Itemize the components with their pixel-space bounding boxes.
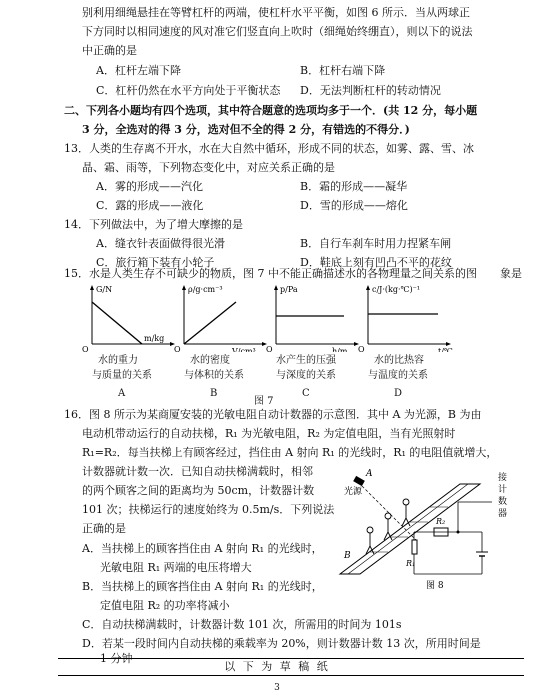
- q16-option-b-line-2: 定值电阻 R₂ 的功率将减小: [100, 599, 230, 612]
- q16-line-1: 16．图 8 所示为某商厦安装的光敏电阻自动计数器的示意图．其中 A 为光源，B 为由: [64, 408, 482, 421]
- graph-c-caption-2: 与深度的关系: [276, 370, 336, 381]
- figure-8-caption: 图 8: [426, 581, 444, 590]
- graph-d-svg: [358, 282, 468, 352]
- q13-option-b: B．霜的形成——凝华: [300, 180, 408, 193]
- figure-8-svg: [330, 466, 526, 590]
- r2-label: R₂: [436, 517, 446, 526]
- graph-d: [358, 282, 468, 352]
- intro-option-d: D．无法判断杠杆的转动情况: [300, 84, 441, 97]
- intro-option-a: A．杠杆左端下降: [96, 64, 181, 77]
- svg-text:O: O: [82, 345, 89, 352]
- q14-option-c: C．旅行箱下装有小轮子: [96, 256, 215, 269]
- graph-b-line: [184, 302, 236, 344]
- q16-line-4: 计数器就计数一次．已知自动扶梯满载时，相邻: [82, 465, 313, 478]
- q14-line-1: 14．下列做法中，为了增大摩擦的是: [64, 218, 243, 231]
- q13-option-c: C．露的形成——液化: [96, 199, 204, 212]
- svg-text:O: O: [174, 345, 181, 352]
- q16-line-2: 电动机带动运行的自动扶梯，R₁ 为光敏电阻，R₂ 为定值电阻，当有光照射时: [82, 427, 456, 440]
- graph-b-ylabel: ρ/g·cm⁻³: [188, 285, 223, 294]
- graph-b-svg: [174, 282, 268, 352]
- graph-c-ylabel: p/Pa: [280, 285, 298, 294]
- q13-line-1: 13．人类的生存离不开水，水在大自然中循环，形成不同的状态，如雾、露、雪、冰: [64, 142, 474, 155]
- graph-c: [266, 282, 360, 352]
- q16-line-6: 101 次；扶梯运行的速度始终为 0.5m/s．下列说法: [82, 503, 335, 516]
- q16-option-b-line-1: B．当扶梯上的顾客挡住由 A 射向 R₁ 的光线时，: [82, 580, 323, 593]
- counter-label-2: 计: [498, 485, 508, 495]
- intro-line-1: 别利用细绳悬挂在等臂杠杆的两端，使杠杆水平平衡，如图 6 所示．当从两球正: [82, 6, 470, 19]
- graph-c-letter: C: [302, 388, 310, 399]
- graph-c-xlabel: h/m: [332, 347, 348, 352]
- graph-b-caption-2: 与体积的关系: [184, 370, 244, 381]
- label-b: B: [344, 551, 351, 561]
- graph-d-ylabel: c/J·(kg·℃)⁻¹: [372, 285, 421, 294]
- footer-rule-bottom: [58, 675, 524, 676]
- page-number: 3: [274, 683, 280, 693]
- label-a: A: [366, 469, 373, 479]
- q16-line-7: 正确的是: [82, 522, 126, 535]
- section2-line-1: 二、下列各小题均有四个选项，其中符合题意的选项均多于一个．(共 12 分，每小题: [64, 104, 478, 117]
- counter-label-1: 接: [498, 473, 508, 483]
- figure-8: [330, 466, 526, 590]
- graph-b-caption-1: 水的密度: [190, 355, 230, 366]
- draft-label: 以 下 为 草 稿 纸: [224, 660, 330, 673]
- q15-line-2: 象是: [500, 267, 522, 280]
- counter-label-3: 数: [498, 497, 508, 507]
- graph-b: [174, 282, 268, 352]
- q16-line-5: 的两个顾客之间的距离均为 50cm，计数器计数: [82, 484, 315, 497]
- q16-option-a-line-1: A．当扶梯上的顾客挡住由 A 射向 R₁ 的光线时，: [82, 542, 323, 555]
- q16-line-3: R₁=R₂．每当扶梯上有顾客经过，挡住由 A 射向 R₁ 的光线时，R₁ 的电阻值就增大，: [82, 446, 498, 459]
- q16-option-d-line-1: D．若某一段时间内自动扶梯的乘载率为 20%，则计数器计数 13 次，所用时间是: [82, 637, 481, 650]
- light-source-icon: [353, 476, 365, 486]
- r1-resistor: [412, 540, 417, 554]
- graph-c-caption-1: 水产生的压强: [276, 355, 336, 366]
- q14-option-d: D．鞋底上刻有凹凸不平的花纹: [300, 256, 452, 269]
- footer-rule-top: [58, 658, 524, 659]
- svg-text:O: O: [358, 345, 365, 352]
- graph-a-ylabel: G/N: [96, 285, 113, 294]
- graph-a: [82, 282, 176, 352]
- graph-a-svg: [82, 282, 176, 352]
- graph-d-letter: D: [394, 388, 403, 399]
- graph-c-svg: [266, 282, 360, 352]
- graph-a-letter: A: [118, 388, 126, 399]
- q16-option-d-line-2: 1 分钟: [100, 652, 133, 665]
- intro-line-2: 下方同时以相同速度的风对准它们竖直向上吹时（细绳始终绷直），则以下的说法: [82, 25, 473, 38]
- light-source-label: 光源: [344, 487, 363, 497]
- q13-line-2: 晶、霜、雨等，下列物态变化中，对应关系正确的是: [82, 161, 335, 174]
- q13-option-a: A．雾的形成——汽化: [96, 180, 203, 193]
- q15-line-1: 15．水是人类生存不可缺少的物质，图 7 中不能正确描述水的各物理量之间关系的图: [64, 267, 477, 280]
- graph-d-xlabel: t/℃: [438, 347, 453, 352]
- intro-option-c: C．杠杆仍然在水平方向处于平衡状态: [96, 84, 281, 97]
- graph-a-caption-2: 与质量的关系: [92, 370, 152, 381]
- figure-7-caption: 图 7: [254, 396, 274, 407]
- r1-label: R₁: [406, 559, 416, 568]
- q13-option-d: D．雪的形成——熔化: [300, 199, 408, 212]
- section2-line-2: 3 分，全选对的得 3 分，选对但不全的得 2 分，有错选的不得分．): [82, 123, 410, 136]
- q16-option-c: C．自动扶梯满载时，计数器计数 101 次，所需用的时间为 101s: [82, 618, 402, 631]
- q14-option-a: A．缝衣针表面做得很光滑: [96, 237, 225, 250]
- graph-b-xlabel: V/cm³: [232, 347, 256, 352]
- intro-line-3: 中正确的是: [82, 44, 137, 57]
- graph-a-line: [92, 302, 142, 344]
- counter-label-4: 器: [498, 509, 508, 519]
- graph-a-xlabel: m/kg: [144, 334, 165, 343]
- svg-text:O: O: [266, 345, 273, 352]
- graph-b-letter: B: [210, 388, 218, 399]
- graph-a-caption-1: 水的重力: [98, 355, 138, 366]
- graph-d-caption-1: 水的比热容: [374, 355, 424, 366]
- q14-option-b: B．自行车刹车时用力捏紧车闸: [300, 237, 452, 250]
- graph-d-caption-2: 与温度的关系: [368, 370, 428, 381]
- intro-option-b: B．杠杆右端下降: [300, 64, 386, 77]
- q16-option-a-line-2: 光敏电阻 R₁ 两端的电压将增大: [100, 561, 252, 574]
